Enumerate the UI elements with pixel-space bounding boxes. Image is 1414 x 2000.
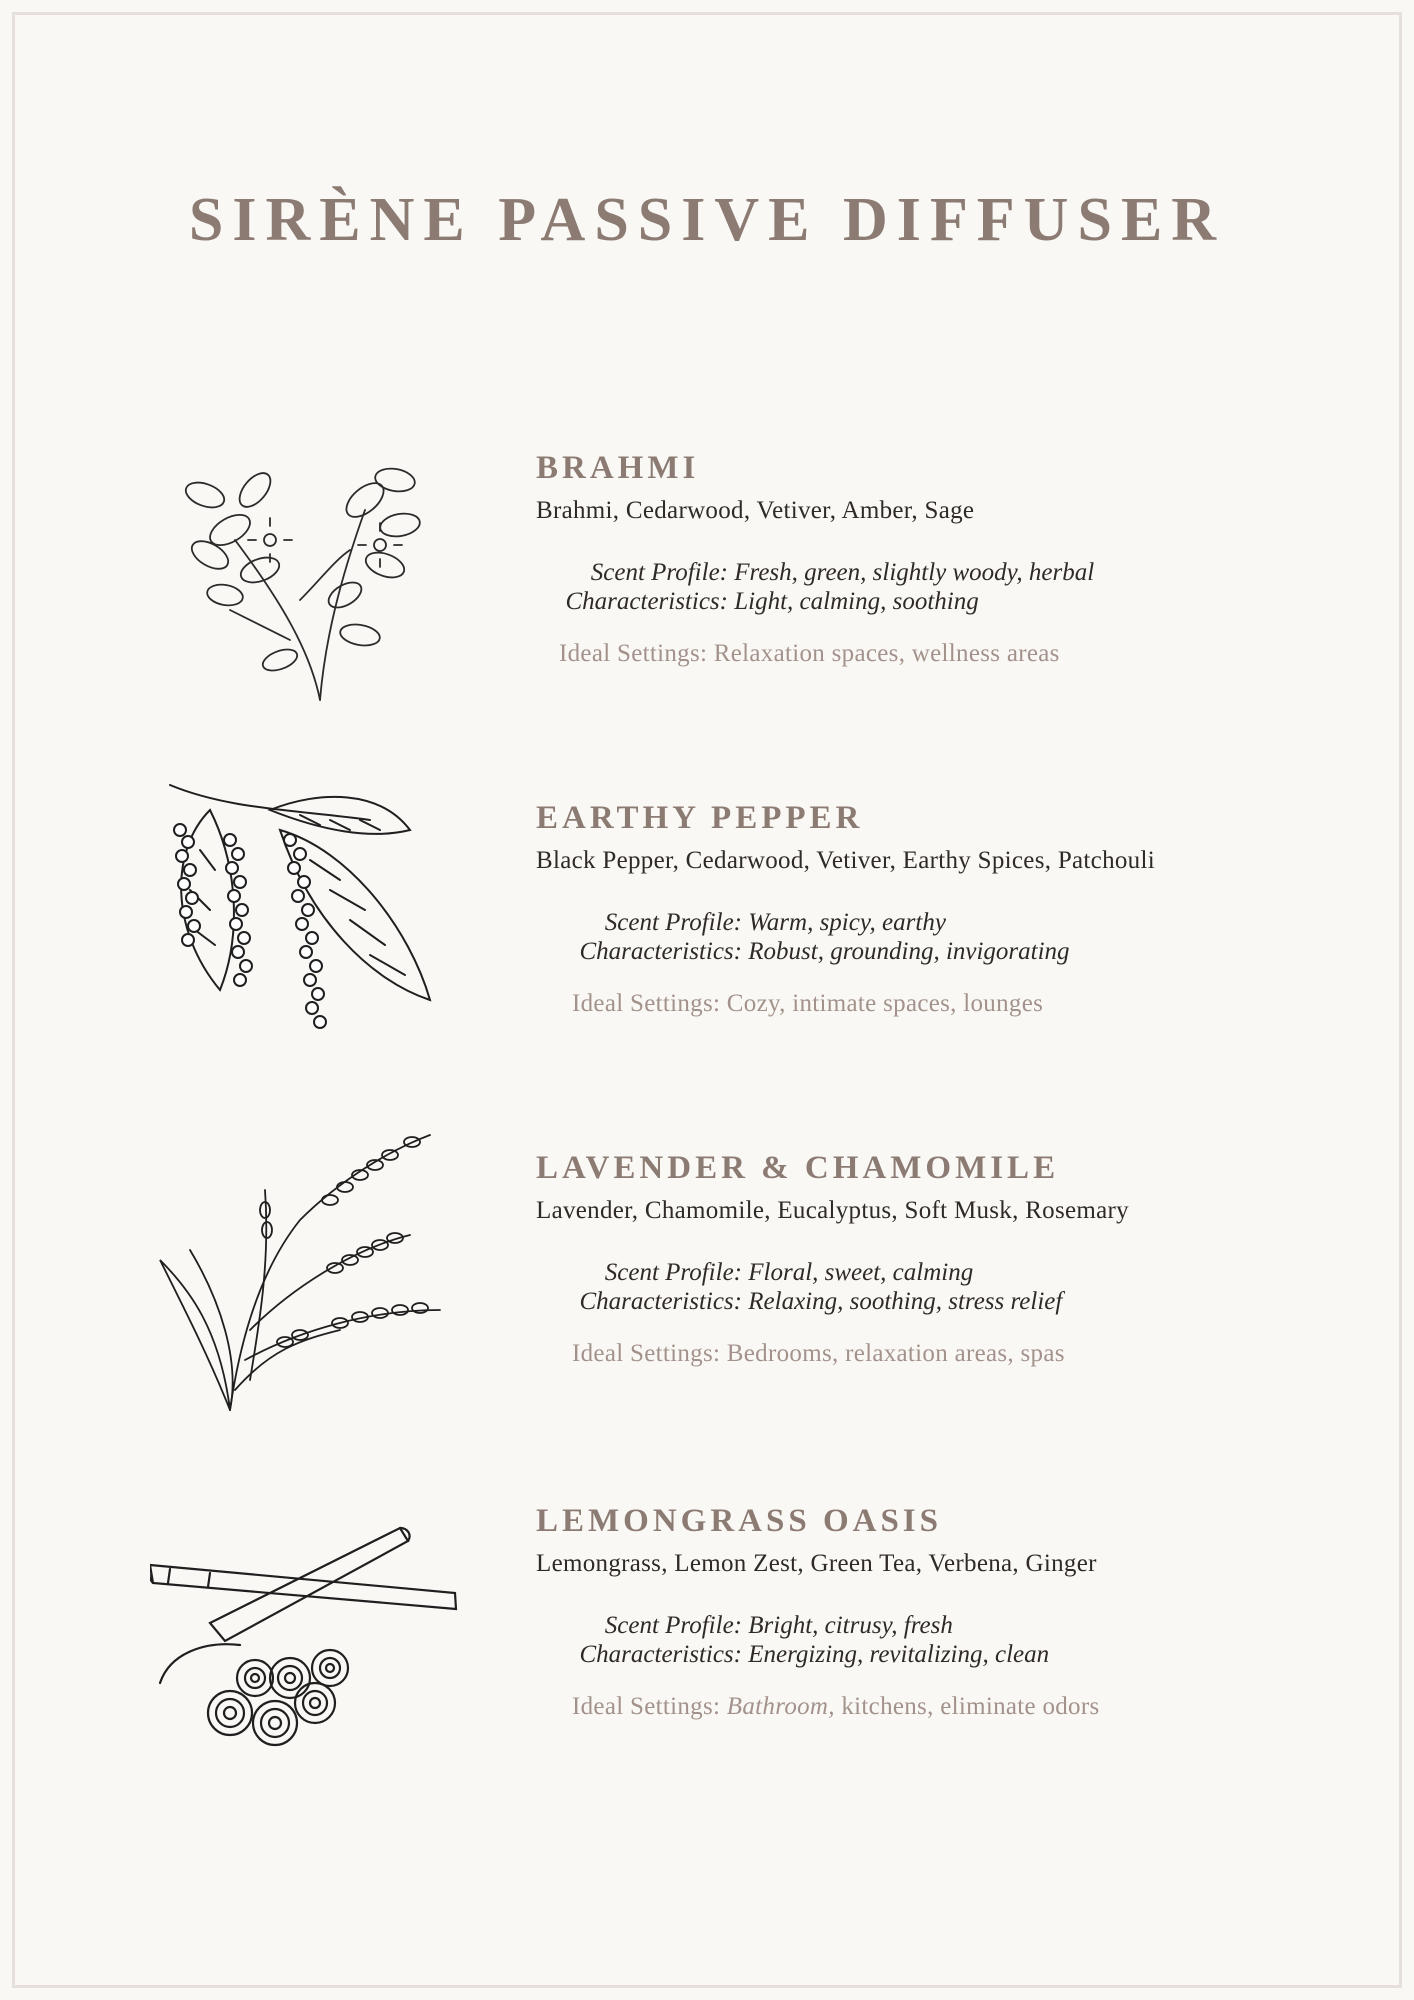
ideal-settings-label: Ideal Settings: (572, 990, 721, 1017)
brahmi-sprig-icon (150, 420, 470, 720)
scent-profile-label: Scent Profile: (604, 1259, 742, 1286)
characteristics-label: Characteristics: (565, 588, 728, 615)
ideal-settings-label: Ideal Settings: (572, 1693, 721, 1720)
scent-card-earthy-pepper (0, 800, 1414, 1100)
scent-name: EARTHY PEPPER (536, 800, 864, 836)
scent-profile-row (570, 908, 1070, 937)
peppercorn-branch-icon (150, 770, 470, 1070)
characteristics-value: Light, calming, soothing (734, 588, 979, 615)
ideal-settings (572, 1693, 1100, 1721)
scent-card-lemongrass-oasis (0, 1503, 1414, 1803)
scent-ingredients: Black Pepper, Cedarwood, Vetiver, Earthy Spices, Patchouli (536, 847, 1155, 874)
scent-name: LAVENDER & CHAMOMILE (536, 1150, 1060, 1186)
scent-profile-label: Scent Profile: (604, 909, 742, 936)
characteristics-value: Relaxing, soothing, stress relief (748, 1288, 1063, 1315)
scent-profile-value: Fresh, green, slightly woody, herbal (734, 559, 1095, 586)
ideal-settings (572, 990, 1043, 1018)
characteristics-row (570, 1640, 1049, 1669)
scent-details (570, 1611, 1049, 1669)
characteristics-row (570, 937, 1070, 966)
characteristics-row (570, 1287, 1062, 1316)
page-title: SIRÈNE PASSIVE DIFFUSER (188, 186, 1226, 254)
scent-profile-value: Floral, sweet, calming (748, 1259, 974, 1286)
scent-ingredients: Lemongrass, Lemon Zest, Green Tea, Verbena, Ginger (536, 1550, 1097, 1577)
characteristics-row (556, 587, 1094, 616)
scent-profile-value: Warm, spicy, earthy (748, 909, 946, 936)
scent-ingredients: Brahmi, Cedarwood, Vetiver, Amber, Sage (536, 497, 975, 524)
ideal-settings (559, 640, 1060, 668)
scent-name: LEMONGRASS OASIS (536, 1503, 943, 1539)
ideal-settings-value: Bedrooms, relaxation areas, spas (726, 1340, 1065, 1367)
ideal-settings-value: kitchens, eliminate odors (834, 1693, 1100, 1720)
lavender-sprig-icon (150, 1120, 470, 1420)
ideal-settings-label: Ideal Settings: (559, 640, 708, 667)
scent-details (556, 558, 1094, 616)
characteristics-value: Energizing, revitalizing, clean (748, 1641, 1050, 1668)
characteristics-value: Robust, grounding, invigorating (748, 938, 1070, 965)
scent-profile-label: Scent Profile: (604, 1612, 742, 1639)
scent-details (570, 1258, 1062, 1316)
ideal-settings-label: Ideal Settings: (572, 1340, 721, 1367)
scent-card-lavender-chamomile (0, 1150, 1414, 1450)
scent-profile-row (570, 1611, 1049, 1640)
scent-profile-value: Bright, citrusy, fresh (748, 1612, 953, 1639)
characteristics-label: Characteristics: (579, 1288, 742, 1315)
ideal-settings-value: Relaxation spaces, wellness areas (713, 640, 1060, 667)
scent-profile-row (570, 1258, 1062, 1287)
scent-profile-label: Scent Profile: (590, 559, 728, 586)
scent-card-brahmi (0, 450, 1414, 750)
ideal-settings-value: Cozy, intimate spaces, lounges (726, 990, 1044, 1017)
ideal-settings-italic-value: Bathroom, (726, 1693, 835, 1720)
scent-ingredients: Lavender, Chamomile, Eucalyptus, Soft Musk, Rosemary (536, 1197, 1129, 1224)
characteristics-label: Characteristics: (579, 938, 742, 965)
characteristics-label: Characteristics: (579, 1641, 742, 1668)
scent-name: BRAHMI (536, 450, 700, 486)
ideal-settings (572, 1340, 1065, 1368)
scent-details (570, 908, 1070, 966)
scent-profile-row (556, 558, 1094, 587)
lemongrass-stalks-icon (150, 1473, 470, 1773)
